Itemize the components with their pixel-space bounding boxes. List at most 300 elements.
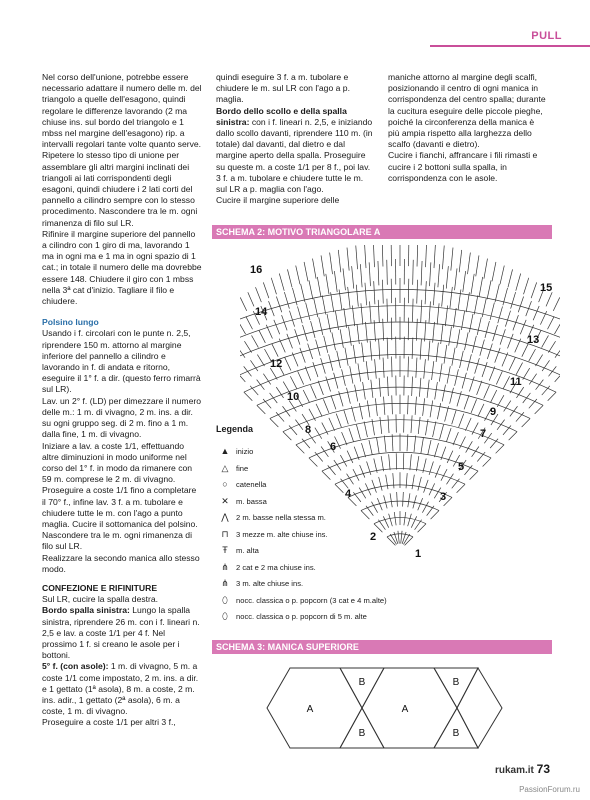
header-rule [430,45,590,47]
stitch-mark [523,393,531,403]
stitch-mark [240,347,245,358]
stitch-mark [433,422,436,438]
stitch-mark [434,245,435,268]
stitch-mark [474,295,478,314]
stitch-mark [495,284,499,302]
stitch-mark [360,264,362,287]
stitch-mark [437,403,440,419]
stitch-mark [300,348,305,363]
stitch-mark [411,516,416,527]
stitch-mark [313,362,318,377]
stitch-mark [428,440,431,455]
stitch-mark [315,428,322,439]
stitch-row [361,501,439,510]
paragraph: Rifinire il margine superiore del pannello a cilindro con 1 giro di ma, lavorando 1 ma in ogni ma e 1 ma in ogni spazio di 1 cat.; in totale il numero delle ma dovrebbe essere 148. Chiudere il giro con 1 mbss nella 3ª cat d'inizio. Tagliare il filo e chiudere. [42,228,202,307]
stitch-mark [344,410,349,425]
stitch-mark [255,287,261,302]
stitch-mark [462,373,466,389]
stitch-mark [387,338,388,359]
stitch-mark [492,262,496,281]
stitch-mark [369,262,370,286]
sleeve-hexagon-diagram [262,663,522,753]
stitch-mark [365,245,366,268]
stitch-mark [358,363,361,381]
stitch-mark [436,343,438,362]
stitch-mark [378,300,379,323]
stitch-mark [509,357,515,370]
stitch-mark [471,274,474,294]
stitch-mark [379,378,381,397]
stitch-mark [421,261,422,285]
stitch-mark [379,477,382,491]
stitch-mark [457,329,460,348]
stitch-mark [500,266,504,285]
stitch-mark [505,311,510,327]
stitch-mark [516,273,521,290]
paragraph: 5° f. (con asole): 1 m. di vivagno, 5 m. a coste 1/1 come impostato, 2 m. ins. a dir. e 1 gettato (1ª asola), 8 m. a coste, 2 m. ins. adir., 1 gettato (2ª asola), 6 m. a coste, 1 m. di vivagno. [42,661,199,717]
stitch-mark [421,300,422,323]
stitch-mark [295,420,303,430]
stitch-mark [373,245,374,267]
stitch-mark [334,373,338,389]
row-number: 11 [510,376,522,388]
stitch-mark [397,492,398,507]
stitch-mark [334,271,337,292]
stitch-mark [533,306,539,320]
stitch-mark [375,398,377,416]
label-hex-a2: A [401,704,409,715]
stitch-mark [431,511,439,520]
stitch-mark [387,299,388,322]
row-number: 12 [270,358,283,370]
stitch-mark [500,329,505,344]
stitch-mark [479,277,483,297]
stitch-mark [465,418,471,431]
stitch-mark [382,280,383,304]
stitch-mark [272,344,278,357]
two-dc-together-icon: ⋔ [221,561,229,572]
stitch-mark [466,441,473,452]
stitch-mark [423,398,425,416]
stitch-mark [370,301,372,323]
text-column-2 [216,72,374,206]
stitch-mark [257,405,265,414]
chain-icon: ○ [222,479,228,489]
stitch-mark [412,376,413,395]
stitch-mark [372,480,377,493]
section-heading: CONFEZIONE E RIFINITURE [42,582,158,593]
stitch-mark [352,266,354,288]
stitch-mark [546,292,552,306]
stitch-mark [279,273,284,290]
stitch-mark [361,303,363,324]
stitch-mark [270,393,278,403]
stitch-mark [287,334,293,349]
stitch-mark [322,471,330,480]
stitch-mark [408,356,409,377]
stitch-mark [435,382,438,399]
stitch-mark [322,295,326,314]
stitch-mark [536,355,543,366]
stitch-mark [318,381,323,395]
legend-text: inizio [236,446,254,456]
stitch-mark [470,471,478,480]
stitch-mark [493,325,498,341]
stitch-mark [416,456,418,471]
stitch-mark [379,339,380,360]
three-dc-together-icon: ⋔ [221,578,229,588]
row-number: 8 [305,424,312,436]
stitch-mark [459,414,464,428]
stitch-mark [414,436,416,452]
stitch-mark [343,268,345,290]
stitch-mark [418,417,420,434]
stitch-mark [434,443,438,457]
stitch-mark [418,524,426,533]
stitch-mark [453,308,456,328]
stitch-mark [446,428,451,442]
stitch-mark [510,406,518,416]
section-label: PULL [531,30,562,42]
stitch-mark [263,282,269,298]
stitch-mark [498,306,503,323]
stitch-mark [246,316,253,329]
stitch-mark [464,332,468,350]
stitch-mark [427,506,434,516]
stitch-mark [317,277,321,297]
stitch-mark [324,336,328,353]
stitch-mark [446,266,448,288]
row-number: 1 [415,548,422,560]
stitch-mark [487,280,491,299]
stitch-mark [496,371,502,384]
legend-item [218,578,303,589]
stitch-mark [252,335,259,347]
stitch-mark [366,506,373,516]
stitch-mark [370,341,372,361]
row-number: 3 [440,491,447,503]
stitch-mark [347,248,349,271]
stitch-mark [548,341,555,352]
legend-text: m. bassa [236,496,267,506]
legend-text: 2 cat e 2 ma chiuse ins. [236,562,316,572]
stitch-mark [345,348,348,366]
stitch-mark [447,451,453,463]
stitch-mark [378,520,385,530]
stitch-mark [309,458,317,467]
stitch-mark [388,415,389,433]
stitch-mark [495,348,500,363]
watermark: PassionForum.ru [519,785,580,794]
legend-text: fine [236,463,249,473]
end-triangle-icon: △ [221,462,229,473]
stitch-mark [426,245,427,267]
stitch-mark [408,493,410,507]
stitch-mark [425,281,426,304]
legend-item [218,496,267,507]
stitch-mark [509,432,517,441]
stitch-mark [290,376,296,388]
stitch-mark [507,334,513,349]
stitch-mark [469,314,473,332]
legend-item [218,611,367,622]
stitch-mark [412,475,414,489]
stitch-mark [367,461,371,474]
start-triangle-icon: ▲ [220,446,230,456]
stitch-mark [347,451,353,463]
stitch-mark [524,278,529,294]
stitch-mark [484,259,488,279]
stitch-mark [523,368,530,380]
stitch-mark [555,373,560,382]
stitch-mark [452,348,455,366]
stitch-mark [387,260,388,285]
row-number: 16 [250,264,263,276]
stitch-mark [555,347,560,358]
stitch-mark [298,371,304,384]
stitch-mark [353,345,356,364]
paragraph: quindi eseguire 3 f. a m. tubolare e chiudere le m. sul LR con l'ago a p. maglia. [216,72,350,105]
stitch-mark [356,425,360,440]
stitch-mark [458,290,461,310]
stitch-mark [398,531,399,544]
stitch-mark [331,292,334,312]
row-number: 2 [370,531,377,543]
stitch-mark [330,253,333,275]
legend-item [218,545,259,555]
stitch-mark [542,335,549,347]
stitch-mark [531,282,537,298]
label-tri-bot1: B [358,728,366,739]
stitch-mark [240,322,246,334]
stitch-mark [321,358,326,374]
stitch-mark [451,248,453,271]
stitch-mark [331,395,336,409]
stitch-mark [477,381,482,395]
stitch-mark [429,301,431,323]
stitch-mark [361,511,369,520]
stitch-mark [497,420,505,430]
legend-item [218,562,316,573]
legend-text: catenella [236,479,267,489]
stitch-mark [484,385,490,398]
row-number: 10 [287,391,300,403]
stitch-mark [435,465,440,478]
stitch-mark [497,395,504,407]
page-footer [495,762,550,776]
stitch-mark [392,434,393,451]
stitch-mark [344,308,347,328]
stitch-mark [327,314,331,332]
bold-lead: Bordo spalla sinistra: [42,605,130,616]
paragraph: Bordo dello scollo e della spalla sinistra: con i f. lineari n. 2,5, e iniziando dallo scollo davanti, riprendere 110 m. (in totale) dal davanti, dal dietro e dal margine aperto della spalla. Proseguire su queste m. a coste 1/1 per 8 f., poi lav. 3 f. a m. tubolare e chiudere tutte le m. sul LR a p. maglia con l'ago. [216,105,373,195]
stitch-mark [389,454,390,470]
triangle-b-top1 [340,668,384,708]
row-number: 6 [330,441,337,453]
paragraph: Cucire i fianchi, affrancare i fili rimasti e cucire i 2 bottoni sulla spalla, in corrispondenza con le asole. [388,150,538,183]
stitch-mark [303,325,308,341]
stitch-mark [257,355,264,366]
stitch-mark [433,283,435,305]
stitch-mark [444,345,447,364]
paragraph: Sul LR, cucire la spalla destra. [42,594,159,605]
stitch-mark [244,341,251,352]
stitch-mark [503,376,509,388]
stitch-mark [432,361,434,380]
stitch-mark [389,514,393,526]
stitch-mark [309,280,313,299]
stitch-mark [359,403,362,419]
paragraph: Bordo spalla sinistra: Lungo la spalla sinistra, riprendere 26 m. con i f. lineari n. 2,5 e lav. a coste 1/1 per 4 f. Nel prossimo 1 f. si creano le asole per i bottoni. [42,605,200,661]
legend-item [218,512,326,523]
stitch-mark [384,436,386,452]
stitch-mark [440,425,444,440]
stitch-mark [355,385,358,402]
stitch-mark [463,271,466,292]
stitch-mark [384,397,385,415]
stitch-mark [430,401,433,418]
stitch-mark [319,317,323,335]
stitch-mark [489,367,495,381]
stitch-mark [371,502,377,513]
stitch-mark [329,418,335,431]
stitch-mark [380,417,382,434]
stitch-mark [295,329,300,344]
stitch-mark [363,382,366,399]
stitch-mark [240,373,245,382]
stitch-mark [477,317,481,335]
stitch-mark [297,306,302,323]
stitch-mark [378,261,379,285]
stitch-mark [464,395,469,409]
stitch-mark [276,296,281,312]
page-number: 73 [536,762,550,776]
stitch-mark [424,359,426,378]
stitch-mark [382,245,383,267]
stitch-mark [403,492,404,507]
stitch-mark [348,287,350,308]
schema3-title: SCHEMA 3: MANICA SUPERIORE [212,640,552,654]
bold-lead: 5° f. (con asole): [42,661,109,672]
stitch-mark [415,520,422,530]
stitch-mark [422,502,428,513]
stitch-mark [296,445,304,454]
stitch-mark [450,388,454,404]
stitch-mark [452,410,457,425]
legend-text: nocc. classica o p. popcorn di 5 m. alte [236,612,367,621]
stitch-mark [548,392,556,401]
stitch-mark [485,321,489,338]
stitch-mark [356,246,358,270]
stitch-mark [425,320,426,341]
stitch-mark [424,480,429,493]
stitch-mark [349,326,352,345]
stitch-mark [535,405,543,414]
edge-triangle [457,668,502,748]
stitch-mark [466,292,469,312]
paragraph: Cucire il margine superiore delle [216,195,340,206]
stitch-mark [408,395,409,414]
stitch-mark [367,401,370,418]
stitch-mark [549,366,557,376]
stitch-mark [406,473,407,488]
schema2-title: SCHEMA 2: MOTIVO TRIANGOLARE A [212,225,552,239]
stitch-mark [342,432,347,445]
stitch-mark [387,376,388,395]
label-hex-a1: A [306,704,314,715]
legend-text: 3 m. alte chiuse ins. [236,579,304,588]
stitch-mark [392,356,393,377]
legend-text: nocc. classica o p. popcorn (3 cat e 4 m.alte) [236,595,387,605]
stitch-mark [468,253,471,275]
text-column-1 [42,72,202,729]
stitch-mark [529,349,536,361]
stitch-mark [412,338,413,359]
stitch-mark [547,316,554,329]
paragraph: maniche attorno al margine degli scalfi, posizionando il centro di ogni manica in corrispondenza del centro spalla; durante la cucitura eseguire delle piccole pieghe, poiché la circonferenza della manica è più ampia rispetto alla larghezza dello scalfo (davanti e dietro). [388,72,546,150]
stitch-mark [554,322,560,334]
legend-text: m. alta [236,545,259,555]
stitch-mark [375,359,377,378]
stitch-mark [416,358,417,378]
stitch-mark [309,409,316,421]
stitch-mark [248,292,254,306]
stitch-mark [287,269,292,287]
stitch-mark [408,514,412,526]
stitch-mark [240,297,246,310]
stitch-mark [483,458,491,467]
stitch-mark [349,428,354,442]
stitch-mark [386,475,388,489]
stitch-mark [442,385,445,402]
stitch-mark [270,418,278,427]
stitch-mark [365,283,367,305]
stitch-mark [450,287,452,308]
popcorn-5-icon: ⬯ [222,611,228,621]
stitch-mark [437,303,439,324]
stitch-mark [323,399,329,413]
paragraph: Nascondere tra le m. ogni rimanenza di filo sul LR. [42,530,192,552]
double-crochet-icon: Ŧ [222,545,228,555]
stitch-mark [296,266,300,285]
stitch-mark [360,465,365,478]
half-dc-together-icon: ⊓ [221,528,229,539]
footer-site: rukam.it [494,765,534,776]
stitch-mark [259,330,266,343]
stitch-mark [303,390,309,403]
stitch-mark [313,259,317,279]
label-tri-top2: B [452,677,460,688]
stitch-mark [305,367,311,381]
stitch-mark [459,250,462,272]
stitch-mark [311,321,315,338]
stitch-mark [491,390,497,403]
stitch-mark [412,299,413,322]
stitch-mark [362,343,364,362]
stitch-mark [383,358,384,378]
stitch-mark [304,262,308,281]
stitch-mark [487,344,492,359]
row-number: 5 [458,461,465,473]
row-number: 7 [480,428,487,440]
stitch-mark [336,414,341,428]
stitch-mark [340,329,343,348]
row-number: 15 [540,282,553,294]
stitch-mark [418,477,421,491]
paragraph: Usando i f. circolari con le punte n. 2,5, riprendere 150 m. attorno al margine inferiore del pannello a cilindro e lavorando in f. di andata e ritorno, eseguire il 1° f. a dir. (questo ferro rimarrà sul LR). [42,328,201,395]
stitch-mark [283,432,291,441]
stitch-mark [374,320,375,341]
